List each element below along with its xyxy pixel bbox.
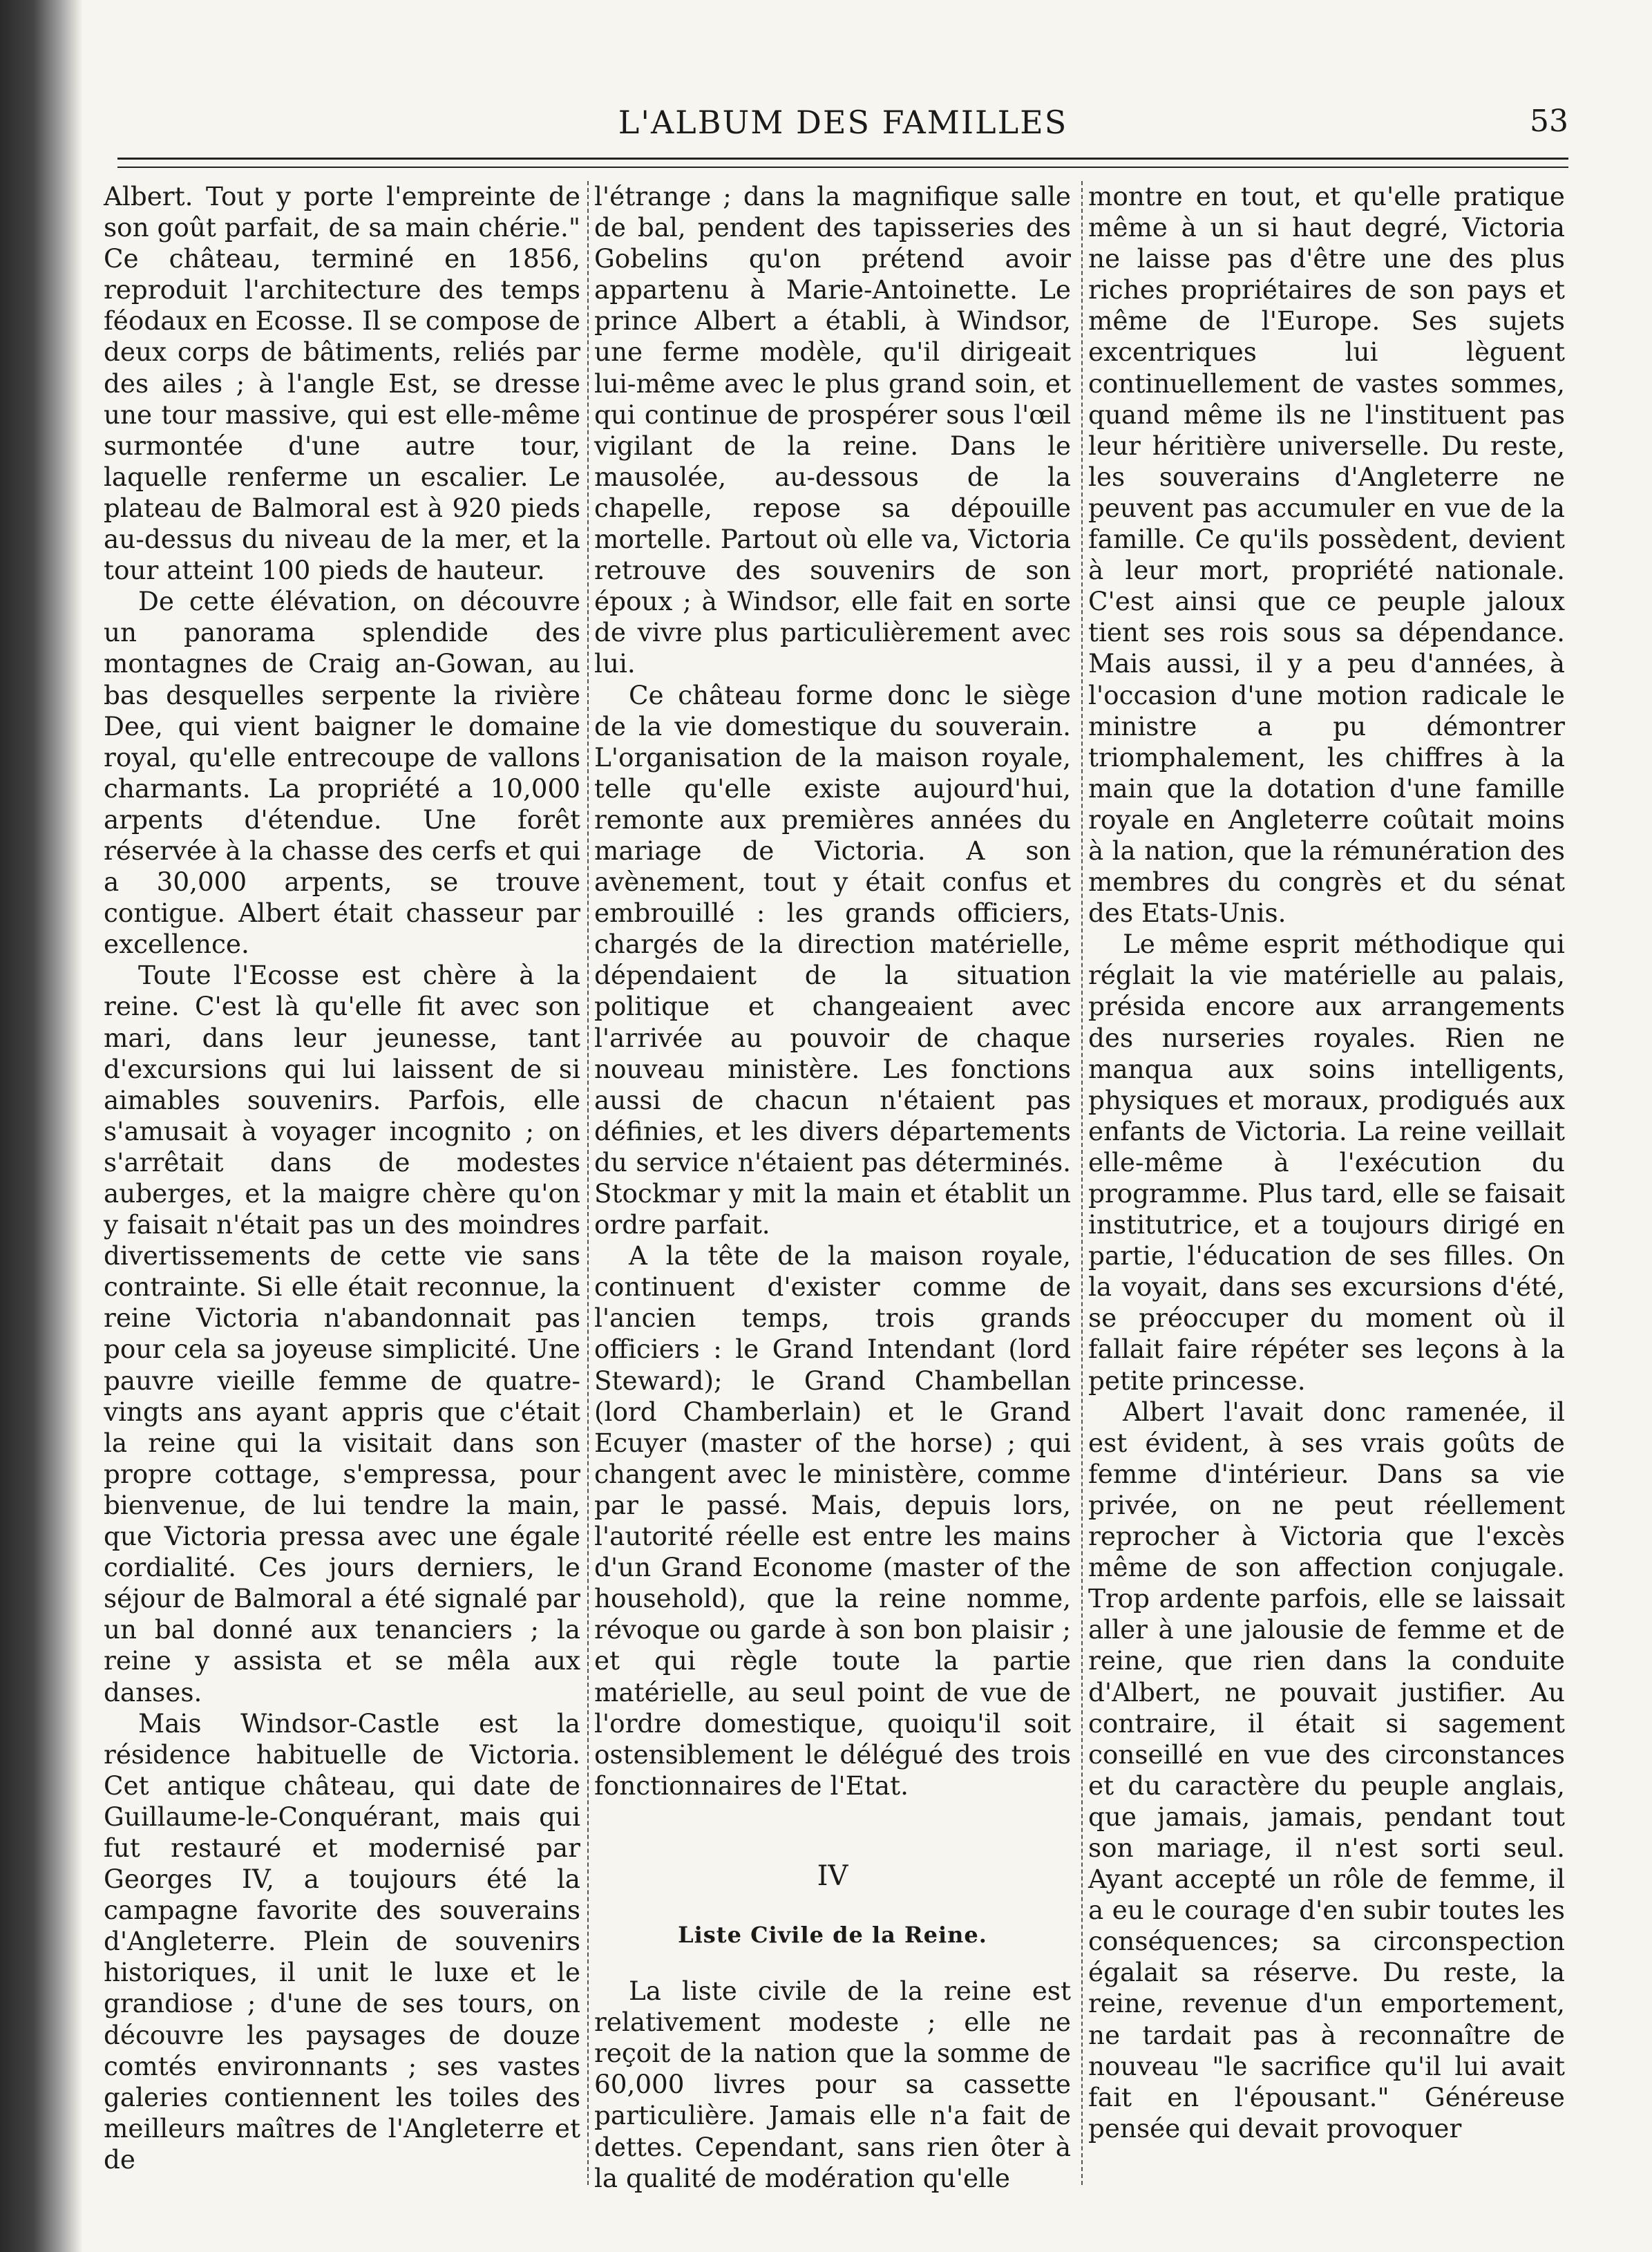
- paragraph: A la tête de la maison royale, continuent d'exister comme de l'ancien temps, trois grands officiers : le Grand Intendant (lord Steward); le Grand Chambellan (lord Chamberlain) et le Grand Ecuyer (master of the horse) ; qui changent avec le ministère, comme par le passé. Mais, depuis lors, l'autorité réelle est entre les mains d'un Grand Econome (master of the household), que la reine nomme, révoque ou garde à son bon plaisir ; et qui règle toute la partie matérielle, au seul point de vue de l'ordre domestique, quoiqu'il soit ostensiblement le délégué des trois fonctionnaires de l'Etat.: [594, 1240, 1071, 1801]
- paragraph: Albert. Tout y porte l'empreinte de son goût parfait, de sa main chérie." Ce château, terminé en 1856, reproduit l'architecture des temps féodaux en Ecosse. Il se compose de deux corps de bâtiments, reliés par des ailes ; à l'angle Est, se dresse une tour massive, qui est elle-même surmontée d'une autre tour, laquelle renferme un escalier. Le plateau de Balmoral est à 920 pieds au-dessus du niveau de la mer, et la tour atteint 100 pieds de hauteur.: [104, 181, 580, 586]
- page-number: 53: [1530, 104, 1568, 139]
- page-header: [117, 104, 1568, 152]
- text-column-1: [104, 181, 580, 2175]
- column-rule-left: [587, 181, 589, 2185]
- section-number: IV: [817, 1860, 848, 1892]
- text-column-2: [594, 181, 1071, 2194]
- section-title: Liste Civile de la Reine.: [678, 1921, 987, 1948]
- paragraph: l'étrange ; dans la magnifique salle de bal, pendent des tapisseries des Gobelins qu'on prétend avoir appartenu à Marie-Antoinette. Le prince Albert a établi, à Windsor, une ferme modèle, qu'il dirigeait lui-même avec le plus grand soin, et qui continue de prospérer sous l'œil vigilant de la reine. Dans le mausolée, au-dessous de la chapelle, repose sa dépouille mortelle. Partout où elle va, Victoria retrouve des souvenirs de son époux ; à Windsor, elle fait en sorte de vivre plus particulièrement avec lui.: [594, 181, 1071, 679]
- book-binding-shadow: [0, 0, 83, 2252]
- paragraph: Mais Windsor-Castle est la résidence habituelle de Victoria. Cet antique château, qui date de Guillaume-le-Conquérant, mais qui fut restauré et modernisé par Georges IV, a toujours été la campagne favorite des souverains d'Angleterre. Plein de souvenirs historiques, il unit le luxe et le grandiose ; d'une de ses tours, on découvre les paysages de douze comtés environnants ; ses vastes galeries contiennent les toiles des meilleurs maîtres de l'Angleterre et de: [104, 1707, 580, 2175]
- running-title: L'ALBUM DES FAMILLES: [618, 104, 1068, 141]
- paragraph: Toute l'Ecosse est chère à la reine. C'est là qu'elle fit avec son mari, dans leur jeunesse, tant d'excursions qui lui laissent de si aimables souvenirs. Parfois, elle s'amusait à voyager incognito ; on s'arrêtait dans de modestes auberges, et la maigre chère qu'on y faisait n'était pas un des moindres divertissements de cette vie sans contrainte. Si elle était reconnue, la reine Victoria n'abandonnait pas pour cela sa joyeuse simplicité. Une pauvre vieille femme de quatre-vingts ans ayant appris que c'était la reine qui la visitait dans son propre cottage, s'empressa, pour bienvenue, de lui tendre la main, que Victoria pressa avec une égale cordialité. Ces jours derniers, le séjour de Balmoral a été signalé par un bal donné aux tenanciers ; la reine y assista et se mêla aux danses.: [104, 960, 580, 1707]
- paragraph: Ce château forme donc le siège de la vie domestique du souverain. L'organisation de la maison royale, telle qu'elle existe aujourd'hui, remonte aux premières années du mariage de Victoria. A son avènement, tout y était confus et embrouillé : les grands officiers, chargés de la direction matérielle, dépendaient de la situation politique et changeaient avec l'arrivée au pouvoir de chaque nouveau ministère. Les fonctions aussi de chacun n'étaient pas définies, et les divers départements du service n'étaient pas déterminés. Stockmar y mit la main et établit un ordre parfait.: [594, 679, 1071, 1240]
- column-rule-right: [1081, 181, 1083, 2185]
- paragraph: La liste civile de la reine est relativement modeste ; elle ne reçoit de la nation que la somme de 60,000 livres pour sa cassette particulière. Jamais elle n'a fait de dettes. Cependant, sans rien ôter à la qualité de modération qu'elle: [594, 1976, 1071, 2193]
- text-column-3: [1088, 181, 1565, 2144]
- paragraph: De cette élévation, on découvre un panorama splendide des montagnes de Craig an-Gowan, au bas desquelles serpente la rivière Dee, qui vient baigner le domaine royal, qu'elle entrecoupe de vallons charmants. La propriété a 10,000 arpents d'étendue. Une forêt réservée à la chasse des cerfs et qui a 30,000 arpents, se trouve contigue. Albert était chasseur par excellence.: [104, 586, 580, 960]
- paragraph: Le même esprit méthodique qui réglait la vie matérielle au palais, présida encore aux arrangements des nurseries royales. Rien ne manqua aux soins intelligents, physiques et moraux, prodigués aux enfants de Victoria. La reine veillait elle-même à l'exécution du programme. Plus tard, elle se faisait institutrice, et a toujours dirigé en partie, l'éducation de ses filles. On la voyait, dans ses excursions d'été, se préoccuper du moment où il fallait faire répéter ses leçons à la petite princesse.: [1088, 929, 1565, 1396]
- paragraph: montre en tout, et qu'elle pratique même à un si haut degré, Victoria ne laisse pas d'être une des plus riches propriétaires de son pays et même de l'Europe. Ses sujets excentriques lui lèguent continuellement de vastes sommes, quand même ils ne l'instituent pas leur héritière universelle. Du reste, les souverains d'Angleterre ne peuvent pas accumuler en vue de la famille. Ce qu'ils possèdent, devient à leur mort, propriété nationale. C'est ainsi que ce peuple jaloux tient ses rois sous sa dépendance. Mais aussi, il y a peu d'années, à l'occasion d'une motion radicale le ministre a pu démontrer triomphalement, les chiffres à la main que la dotation d'une famille royale en Angleterre coûtait moins à la nation, que la rémunération des membres du congrès et du sénat des Etats-Unis.: [1088, 181, 1565, 929]
- paragraph: Albert l'avait donc ramenée, il est évident, à ses vrais goûts de femme d'intérieur. Dans sa vie privée, on ne peut réellement reprocher à Victoria que l'excès même de son affection conjugale. Trop ardente parfois, elle se laissait aller à une jalousie de femme et de reine, que rien dans la conduite d'Albert, ne pouvait justifier. Au contraire, il était si sagement conseillé en vue des circonstances et du caractère du peuple anglais, que jamais, jamais, pendant tout son mariage, il n'est sorti seul. Ayant accepté un rôle de femme, il a eu le courage d'en subir toutes les conséquences; sa circonspection égalait sa réserve. Du reste, la reine, revenue d'un emportement, ne tardait pas à reconnaître de nouveau "le sacrifice qu'il lui avait fait en l'épousant." Généreuse pensée qui devait provoquer: [1088, 1396, 1565, 2144]
- header-rule: [117, 158, 1568, 168]
